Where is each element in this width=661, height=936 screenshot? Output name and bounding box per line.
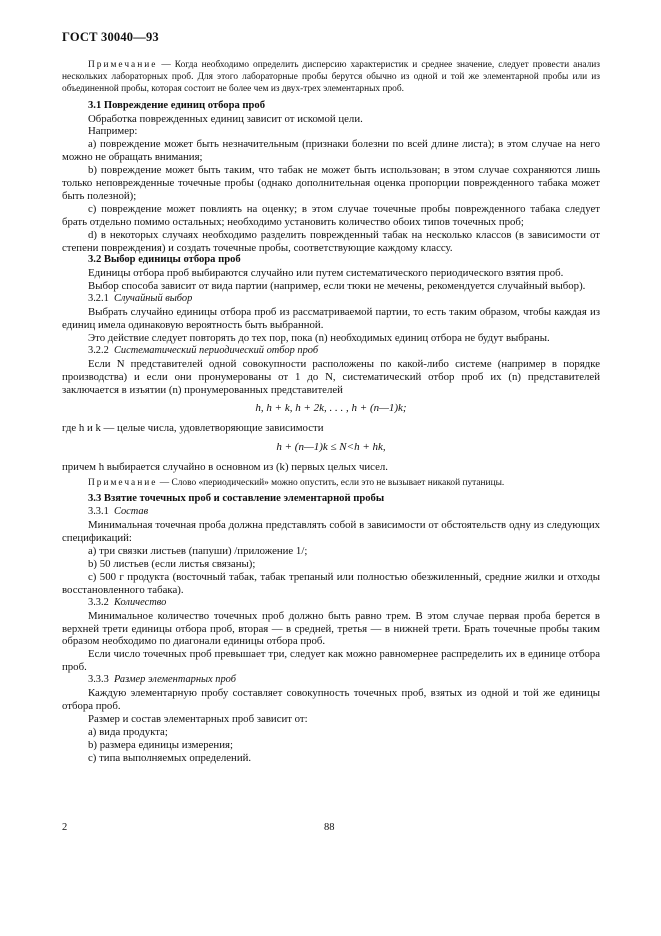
subsection-3-3-2-title: 3.3.2 Количество	[88, 596, 167, 608]
list-item: d) в некоторых случаях необходимо разделить поврежденный табак на несколько классов (в зависимости от степени повреждения) и создать точечные пробы, соответствующие каждому классу.	[62, 228, 600, 254]
subsection-3-3-3-para-1: Каждую элементарную пробу составляет совокупность точечных проб, взятых из одной и той же единицы отбора проб.	[62, 687, 600, 712]
section-3-2-para-1: Единицы отбора проб выбираются случайно или путем систематического периодического взятия проб.	[88, 267, 564, 280]
list-item: a) вида продукта;	[88, 725, 168, 738]
subsection-3-2-2-para-1: Если N представителей одной совокупности расположены по какой-либо системе (например в порядке производства) и если они пронумерованы от 1 до N, систематический отбор проб их (n) представителей заключается в изъятии (n) пронумерованных представителей	[62, 357, 600, 396]
subsection-3-3-3-title: 3.3.3 Размер элементарных проб	[88, 674, 236, 686]
subsection-3-3-3-para-2: Размер и состав элементарных проб зависит от:	[88, 712, 308, 725]
note-1-label: Примечание	[88, 60, 158, 70]
note-2-label: Примечание	[88, 478, 158, 489]
section-3-1-example: Например:	[88, 125, 138, 138]
section-3-1-intro: Обработка поврежденных единиц зависит от искомой цели.	[88, 112, 363, 125]
subsection-3-3-2-para-1: Минимальное количество точечных проб должно быть равно трем. В этом случае первая проба берется в верхней трети единицы отбора проб, вторая — в средней, третья — в нижней трети. Брать точечные пробы таким образом необходимо по диагонали единицы отбора проб.	[62, 609, 600, 648]
list-item: a) три связки листьев (папуши) /приложение 1/;	[88, 545, 308, 558]
subsection-3-3-1-title: 3.3.1 Состав	[88, 506, 149, 518]
list-item: c) повреждение может повлиять на оценку; в этом случае точечные пробы поврежденного табака следует брать отдельно помимо остальных; необходимо установить количество обоих типов точечных проб;	[62, 202, 600, 228]
page-number-left: 2	[62, 822, 68, 833]
formula-inequality: h + (n—1)k ≤ N<h + hk,	[276, 441, 386, 454]
list-item: a) повреждение может быть незначительным (признаки болезни по всей длине листа); в этом случае на него можно не обращать внимания;	[62, 138, 600, 164]
subsection-3-2-1-title: 3.2.1 Случайный выбор	[88, 293, 193, 305]
formula-after: причем h выбирается случайно в основном из (k) первых целых чисел.	[62, 461, 388, 474]
subsection-3-2-2-title: 3.2.2 Систематический периодический отбор проб	[88, 344, 319, 356]
subsection-3-2-1-para-2: Это действие следует повторять до тех пор, пока (n) необходимых единиц отбора не будут выбраны.	[88, 331, 550, 344]
formula-where: где h и k — целые числа, удовлетворяющие зависимости	[62, 422, 324, 435]
formula-sequence: h, h + k, h + 2k, . . . , h + (n—1)k;	[255, 402, 407, 415]
note-2-text: — Слово «периодический» можно опустить, если это не вызывает никакой путаницы.	[157, 478, 505, 489]
note-1-text: — Когда необходимо определить дисперсию характеристик и среднее значение, следует провести анализ нескольких лабораторных проб. Для этого лабораторные пробы берутся обычно из одной и той же элементарной пробы или из объединенной пробы, которая состоит не более чем из двух-трех элементарных проб.	[62, 60, 600, 95]
page-number-center: 88	[324, 822, 335, 833]
note-2	[62, 477, 600, 489]
standard-header: ГОСТ 30040—93	[62, 30, 159, 44]
note-1	[62, 59, 600, 96]
subsection-3-3-1-para-1: Минимальная точечная проба должна представлять собой в зависимости от обстоятельств одну из следующих спецификаций:	[62, 519, 600, 545]
list-item: b) повреждение может быть таким, что табак не может быть использован; в этом случае сохраняются лишь только неповрежденные точечные пробы (однако дополнительная оценка пропорции поврежденного табака может быть полезной);	[62, 164, 600, 202]
list-item: b) 50 листьев (если листья связаны);	[88, 558, 256, 570]
subsection-3-3-2-para-2: Если число точечных проб превышает три, следует как можно равномернее распределить их в единице отбора проб.	[62, 648, 600, 674]
list-item: c) типа выполняемых определений.	[88, 751, 252, 764]
subsection-3-2-1-para-1: Выбрать случайно единицы отбора проб из рассматриваемой партии, то есть таким образом, чтобы каждая из единиц имела одинаковую вероятность быть выбранной.	[62, 306, 600, 332]
list-item: c) 500 г продукта (восточный табак, табак трепаный или полностью обезжиленный, средние жилки и отходы восстановленного табака).	[62, 570, 600, 596]
list-item: b) размера единицы измерения;	[88, 738, 233, 751]
section-3-2-heading: 3.2 Выбор единицы отбора проб	[88, 254, 241, 266]
section-3-3-heading: 3.3 Взятие точечных проб и составление элементарной пробы	[88, 493, 385, 505]
section-3-2-para-2: Выбор способа зависит от вида партии (например, если тюки не мечены, рекомендуется случайный выбор).	[88, 280, 586, 293]
document-page	[62, 30, 600, 765]
section-3-1-heading: 3.1 Повреждение единиц отбора проб	[88, 99, 266, 111]
page-footer	[62, 822, 600, 836]
